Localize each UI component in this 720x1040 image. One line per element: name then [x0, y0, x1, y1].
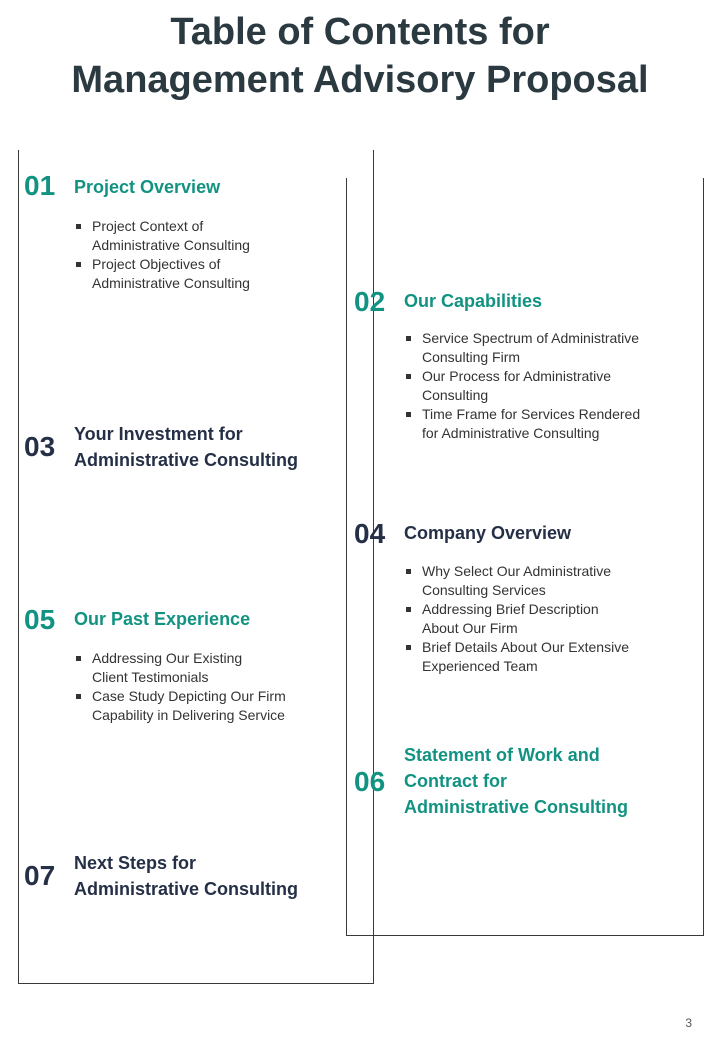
heading-line: Administrative Consulting [74, 879, 299, 899]
bullet-item [404, 600, 629, 638]
heading-line: Administrative Consulting [74, 450, 299, 470]
bullet-text: Client Testimonials [92, 669, 209, 685]
bullet-item [404, 329, 640, 367]
section-heading [74, 850, 298, 902]
section-heading [74, 606, 250, 632]
bullet-text: About Our Firm [422, 620, 518, 636]
bullet-text: Consulting Firm [422, 349, 521, 365]
bullet-text: Case Study Depicting Our Firm [92, 688, 286, 704]
section-heading [404, 742, 628, 820]
bullet-item [404, 638, 629, 676]
heading-line: Next Steps for [74, 853, 197, 873]
section-heading [74, 421, 298, 473]
bullet-text: Time Frame for Services Rendered [422, 406, 641, 422]
bullet-item [404, 562, 629, 600]
bullet-text: Brief Details About Our Extensive [422, 639, 629, 655]
section-bullets [74, 649, 286, 725]
page-title-line-1: Table of Contents for [170, 11, 550, 53]
bullet-item [74, 649, 286, 687]
bullet-item [74, 255, 250, 293]
section-number: 03 [24, 431, 56, 462]
bullet-text: Addressing Our Existing [92, 650, 243, 666]
heading-line: Your Investment for [74, 424, 243, 444]
bullet-text: Project Context of [92, 218, 204, 234]
heading-line: Company Overview [404, 523, 572, 543]
bullet-item [74, 217, 250, 255]
frame-tick [18, 150, 19, 180]
section-number: 01 [24, 170, 56, 201]
section-number: 05 [24, 604, 56, 635]
page-title-line-2: Management Advisory Proposal [71, 59, 649, 101]
bullet-text: Why Select Our Administrative [422, 563, 612, 579]
section-heading [74, 174, 220, 200]
heading-line: Administrative Consulting [404, 797, 629, 817]
heading-line: Our Past Experience [74, 609, 251, 629]
section-bullets [404, 562, 629, 676]
bullet-text: Administrative Consulting [92, 275, 250, 291]
section-number: 02 [354, 286, 386, 317]
bullet-item [74, 687, 286, 725]
bullet-text: Addressing Brief Description [422, 601, 599, 617]
section-heading [404, 520, 571, 546]
page-title [0, 8, 720, 104]
bullet-text: Administrative Consulting [92, 237, 250, 253]
heading-line: Statement of Work and [404, 745, 600, 765]
bullet-item [404, 367, 640, 405]
bullet-text: Capability in Delivering Service [92, 707, 285, 723]
bullet-item [404, 405, 640, 443]
section-bullets [404, 329, 640, 443]
heading-line: Contract for [404, 771, 507, 791]
section-heading [404, 288, 542, 314]
bullet-text: Service Spectrum of Administrative [422, 330, 640, 346]
bullet-text: Consulting Services [422, 582, 546, 598]
heading-line: Our Capabilities [404, 291, 543, 311]
heading-line: Project Overview [74, 177, 221, 197]
bullet-text: Experienced Team [422, 658, 538, 674]
bullet-text: Consulting [422, 387, 489, 403]
section-number: 07 [24, 860, 56, 891]
bullet-text: for Administrative Consulting [422, 425, 600, 441]
page-number: 3 [685, 1016, 692, 1030]
section-bullets [74, 217, 250, 293]
section-number: 06 [354, 766, 386, 797]
bullet-text: Our Process for Administrative [422, 368, 612, 384]
bullet-text: Project Objectives of [92, 256, 221, 272]
section-number: 04 [354, 518, 386, 549]
